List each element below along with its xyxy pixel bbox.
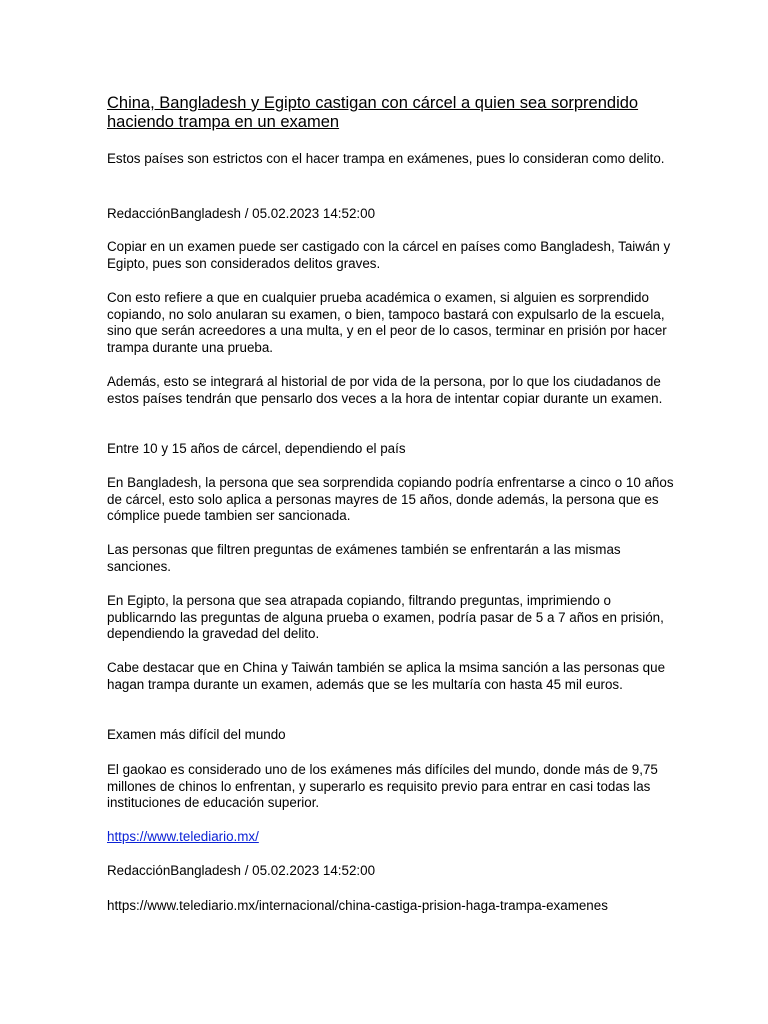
paragraph-egypt: En Egipto, la persona que sea atrapada copiando, filtrando preguntas, imprimiendo o publicarndo las preguntas de alguna prueba o examen, podría pasar de 5 a 7 años en prisión, dependiendo la gravedad del delito.	[107, 593, 664, 642]
article-title: China, Bangladesh y Egipto castigan con cárcel a quien sea sorprendido haciendo trampa en un examen	[107, 94, 639, 131]
article-byline: RedacciónBangladesh / 05.02.2023 14:52:00	[107, 206, 376, 221]
paragraph-filtrations: Las personas que filtren preguntas de exámenes también se enfrentarán a las mismas sanciones.	[107, 542, 621, 574]
article-byline-repeat: RedacciónBangladesh / 05.02.2023 14:52:00	[107, 863, 376, 878]
paragraph-bangladesh: En Bangladesh, la persona que sea sorprendida copiando podría enfrentarse a cinco o 10 años de cárcel, esto solo aplica a personas mayres de 15 años, donde además, la persona que es cómplice puede tambien ser sancionada.	[107, 475, 674, 524]
paragraph-1: Copiar en un examen puede ser castigado con la cárcel en países como Bangladesh, Taiwán y Egipto, pues son considerados delitos graves.	[107, 239, 671, 271]
section-heading-penalties: Entre 10 y 15 años de cárcel, dependiendo el país	[107, 441, 406, 456]
section-heading-hardest-exam: Examen más difícil del mundo	[107, 727, 286, 742]
paragraph-2: Con esto refiere a que en cualquier prueba académica o examen, si alguien es sorprendido copiando, no solo anularan su examen, o bien, tampoco bastará con expulsarlo de la escuela, sino que serán acreedores a una multa, y en el peor de lo casos, terminar en prisión por hacer trampa durante una prueba.	[107, 290, 667, 355]
article-subtitle: Estos países son estrictos con el hacer trampa en exámenes, pues lo consideran como delito.	[107, 151, 665, 166]
telediario-link[interactable]: https://www.telediario.mx/	[107, 829, 259, 844]
paragraph-gaokao: El gaokao es considerado uno de los exámenes más difíciles del mundo, donde más de 9,75 millones de chinos lo enfrentan, y superarlo es requisito previo para entrar en casi todas las instituciones de educación superior.	[107, 762, 658, 811]
paragraph-3: Además, esto se integrará al historial de por vida de la persona, por lo que los ciudadanos de estos países tendrán que pensarlo dos veces a la hora de intentar copiar durante un examen.	[107, 374, 663, 406]
paragraph-china-taiwan: Cabe destacar que en China y Taiwán también se aplica la msima sanción a las personas que hagan trampa durante un examen, además que se les multaría con hasta 45 mil euros.	[107, 660, 666, 692]
source-url: https://www.telediario.mx/internacional/china-castiga-prision-haga-trampa-examenes	[107, 898, 608, 913]
